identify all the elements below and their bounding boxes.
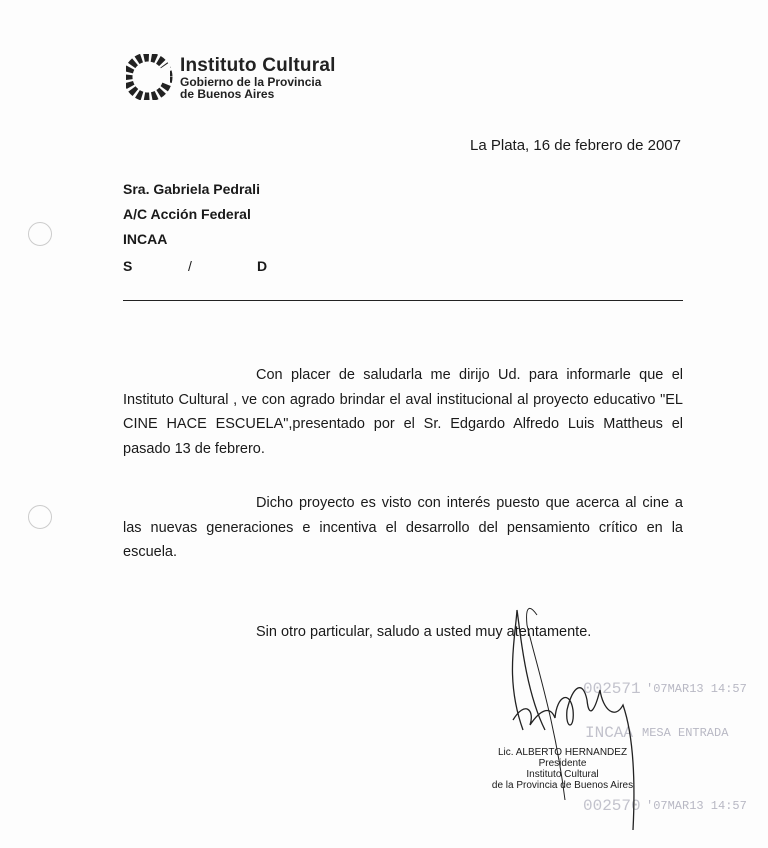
signer-role: Presidente (538, 758, 587, 769)
stamp-label: MESA ENTRADA (642, 726, 729, 740)
paragraph-text: Dicho proyecto es visto con interés puesto que acerca al cine a las nuevas generaciones e incentiva el desarrollo del pensamiento crítico en la escuela. (123, 495, 683, 560)
recipient-attention: A/C Acción Federal (123, 206, 251, 222)
institute-logo-icon (126, 54, 174, 100)
stamp-number: 002570 (583, 797, 641, 815)
body-paragraph-2 (123, 491, 683, 565)
letterhead-subtitle: de Buenos Aires (180, 87, 275, 101)
paragraph-text: Con placer de saludarla me dirijo Ud. para informarle que el Instituto Cultural , ve con agrado brindar el aval institucional al proyecto educativo "EL CINE HACE ESCUELA",presentado por el Sr. Edgardo Alfredo Luis Mattheus el pasado 13 de febrero. (123, 367, 683, 457)
salutation-d: D (257, 258, 268, 274)
signer-org: de la Provincia de Buenos Aires (491, 780, 634, 791)
stamp-date: '07MAR13 14:57 (646, 682, 747, 696)
salutation-s: S (123, 258, 133, 274)
recipient-organization: INCAA (123, 231, 168, 247)
letterhead-title: Instituto Cultural (180, 55, 336, 76)
date-line: La Plata, 16 de febrero de 2007 (470, 137, 681, 154)
handwritten-signature (495, 600, 645, 835)
letterhead-subtitle: Gobierno de la Provincia (180, 75, 322, 89)
punch-hole (28, 222, 52, 246)
divider (123, 300, 683, 301)
closing-line: Sin otro particular, saludo a usted muy atentamente. (256, 624, 592, 640)
punch-hole (28, 505, 52, 529)
stamp-date: '07MAR13 14:57 (646, 799, 747, 813)
signer-org: Instituto Cultural (526, 769, 599, 780)
recipient-name: Sra. Gabriela Pedrali (123, 181, 260, 197)
stamp-org: INCAA (585, 724, 634, 742)
stamp-number: 002571 (583, 680, 641, 698)
body-paragraph-1 (123, 363, 683, 461)
salutation-slash: / (188, 258, 192, 274)
signer-name: Lic. ALBERTO HERNANDEZ (497, 747, 628, 758)
